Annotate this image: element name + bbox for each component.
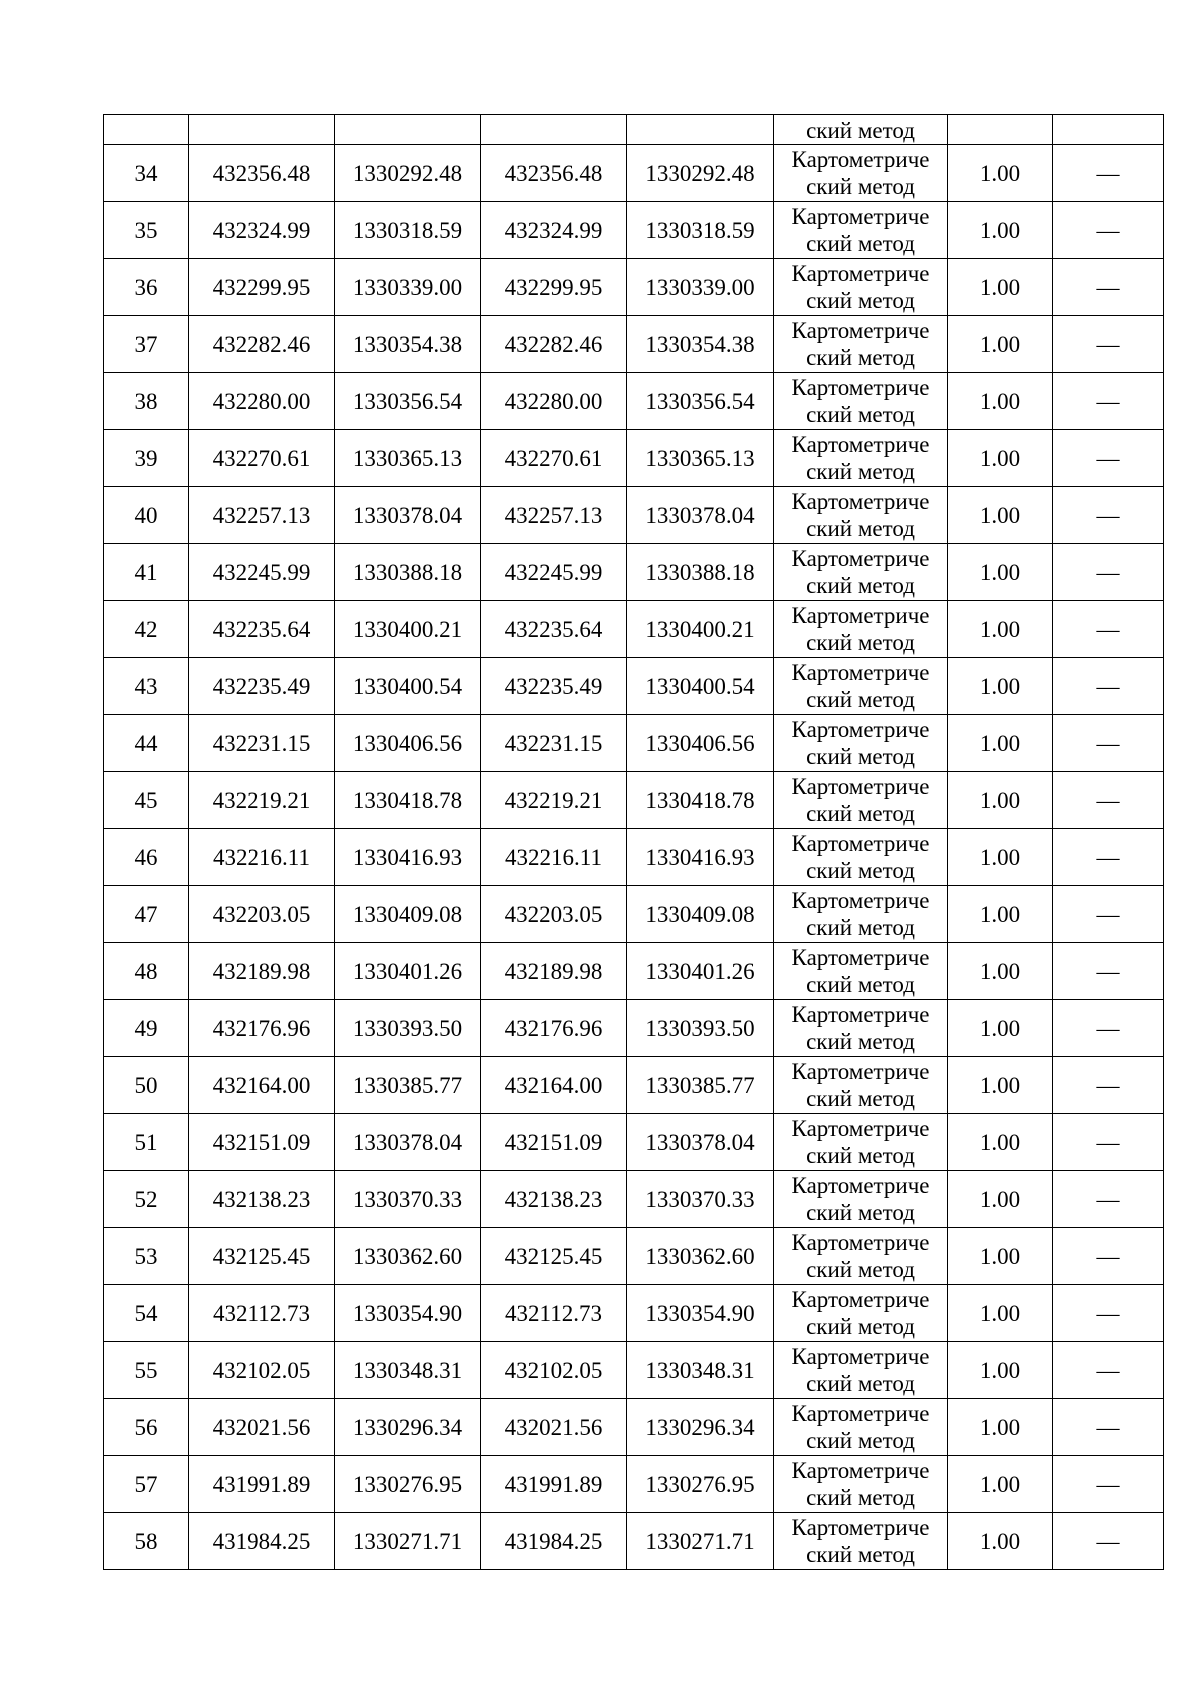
cell-y-new: 1330276.95	[627, 1456, 774, 1513]
cell-number: 52	[104, 1171, 189, 1228]
method-line-1: Картометриче	[791, 1515, 930, 1540]
cell-accuracy: 1.00	[948, 1114, 1053, 1171]
table-row	[104, 658, 1164, 715]
cell-x-new: 432270.61	[481, 430, 627, 487]
cell-y-new: 1330348.31	[627, 1342, 774, 1399]
cell-x-new: 432235.49	[481, 658, 627, 715]
cell-note: —	[1053, 1285, 1164, 1342]
cell-y-new: 1330406.56	[627, 715, 774, 772]
cell-note: —	[1053, 658, 1164, 715]
cell-method	[774, 715, 948, 772]
cell-method	[774, 943, 948, 1000]
cell-y-existing: 1330348.31	[335, 1342, 481, 1399]
cell-y-existing: 1330354.90	[335, 1285, 481, 1342]
cell-y-existing: 1330296.34	[335, 1399, 481, 1456]
cell-y-new: 1330318.59	[627, 202, 774, 259]
method-line-1: Картометриче	[791, 1287, 930, 1312]
cell-accuracy: 1.00	[948, 1171, 1053, 1228]
cell-x-new: 432203.05	[481, 886, 627, 943]
cell-number: 39	[104, 430, 189, 487]
cell-y-new: 1330388.18	[627, 544, 774, 601]
cell-x-new: 432189.98	[481, 943, 627, 1000]
cell-note: —	[1053, 430, 1164, 487]
cell-note: —	[1053, 1513, 1164, 1570]
table-row	[104, 487, 1164, 544]
cell-y-new: 1330378.04	[627, 1114, 774, 1171]
cell-x-existing: 432138.23	[189, 1171, 335, 1228]
method-line-1: Картометриче	[791, 888, 930, 913]
cell-x-existing	[189, 115, 335, 145]
cell-x-new: 432021.56	[481, 1399, 627, 1456]
cell-y-new: 1330393.50	[627, 1000, 774, 1057]
method-line-2: ский метод	[806, 1485, 915, 1510]
cell-x-new: 432102.05	[481, 1342, 627, 1399]
cell-number: 54	[104, 1285, 189, 1342]
method-line-2: ский метод	[806, 1143, 915, 1168]
cell-note: —	[1053, 1114, 1164, 1171]
table-row	[104, 829, 1164, 886]
cell-x-existing: 432235.49	[189, 658, 335, 715]
cell-method	[774, 1513, 948, 1570]
cell-note: —	[1053, 373, 1164, 430]
cell-y-new: 1330370.33	[627, 1171, 774, 1228]
cell-accuracy: 1.00	[948, 544, 1053, 601]
cell-accuracy: 1.00	[948, 316, 1053, 373]
table-row	[104, 430, 1164, 487]
cell-y-new: 1330296.34	[627, 1399, 774, 1456]
cell-number: 56	[104, 1399, 189, 1456]
cell-note: —	[1053, 1342, 1164, 1399]
method-line-2: ский метод	[806, 288, 915, 313]
method-line-1: Картометриче	[791, 945, 930, 970]
cell-x-new: 432282.46	[481, 316, 627, 373]
cell-x-existing: 432112.73	[189, 1285, 335, 1342]
cell-note: —	[1053, 1171, 1164, 1228]
cell-y-existing: 1330276.95	[335, 1456, 481, 1513]
cell-method	[774, 430, 948, 487]
cell-note: —	[1053, 886, 1164, 943]
table-body	[104, 115, 1164, 1570]
table-row	[104, 1513, 1164, 1570]
cell-y-existing: 1330393.50	[335, 1000, 481, 1057]
method-line-1: Картометриче	[791, 1344, 930, 1369]
table-row	[104, 1057, 1164, 1114]
method-line-1: Картометриче	[791, 1458, 930, 1483]
cell-number: 34	[104, 145, 189, 202]
method-line-2: ский метод	[806, 801, 915, 826]
cell-number: 44	[104, 715, 189, 772]
method-line-1: Картометриче	[791, 1059, 930, 1084]
cell-note: —	[1053, 1000, 1164, 1057]
cell-x-existing: 432235.64	[189, 601, 335, 658]
cell-method	[774, 1114, 948, 1171]
cell-note: —	[1053, 1456, 1164, 1513]
cell-x-new: 432235.64	[481, 601, 627, 658]
method-line-2: ский метод	[806, 345, 915, 370]
method-line-1: Картометриче	[791, 204, 930, 229]
cell-accuracy: 1.00	[948, 943, 1053, 1000]
method-line-1: Картометриче	[791, 261, 930, 286]
method-line-2: ский метод	[806, 915, 915, 940]
method-line-2: ский метод	[806, 1200, 915, 1225]
cell-y-new: 1330385.77	[627, 1057, 774, 1114]
cell-number	[104, 115, 189, 145]
cell-accuracy: 1.00	[948, 715, 1053, 772]
coordinates-table	[103, 114, 1164, 1570]
cell-x-new: 432245.99	[481, 544, 627, 601]
cell-x-new: 432138.23	[481, 1171, 627, 1228]
cell-y-existing: 1330401.26	[335, 943, 481, 1000]
cell-y-existing: 1330388.18	[335, 544, 481, 601]
continuation-row	[104, 115, 1164, 145]
method-line-2: ский метод	[806, 630, 915, 655]
cell-number: 47	[104, 886, 189, 943]
method-line-1: Картометриче	[791, 1116, 930, 1141]
cell-x-new: 432216.11	[481, 829, 627, 886]
cell-y-new: 1330354.90	[627, 1285, 774, 1342]
cell-x-existing: 432219.21	[189, 772, 335, 829]
cell-x-new: 431984.25	[481, 1513, 627, 1570]
cell-note: —	[1053, 1399, 1164, 1456]
cell-note: —	[1053, 1057, 1164, 1114]
cell-accuracy: 1.00	[948, 772, 1053, 829]
method-line-1: Картометриче	[791, 432, 930, 457]
cell-x-new: 432125.45	[481, 1228, 627, 1285]
table-row	[104, 1285, 1164, 1342]
table-row	[104, 145, 1164, 202]
cell-x-new: 432257.13	[481, 487, 627, 544]
cell-method	[774, 1342, 948, 1399]
method-line-2: ский метод	[806, 687, 915, 712]
cell-accuracy	[948, 115, 1053, 145]
cell-method	[774, 1171, 948, 1228]
table-row	[104, 1342, 1164, 1399]
table-row	[104, 886, 1164, 943]
cell-y-new: 1330292.48	[627, 145, 774, 202]
cell-y-existing: 1330416.93	[335, 829, 481, 886]
table-row	[104, 1000, 1164, 1057]
table-row	[104, 1171, 1164, 1228]
cell-x-existing: 432216.11	[189, 829, 335, 886]
table-row	[104, 316, 1164, 373]
table-row	[104, 1228, 1164, 1285]
cell-method	[774, 1000, 948, 1057]
cell-y-existing: 1330370.33	[335, 1171, 481, 1228]
cell-accuracy: 1.00	[948, 430, 1053, 487]
method-line-1: Картометриче	[791, 1002, 930, 1027]
cell-accuracy: 1.00	[948, 1000, 1053, 1057]
cell-x-existing: 432245.99	[189, 544, 335, 601]
table-row	[104, 373, 1164, 430]
cell-note: —	[1053, 829, 1164, 886]
cell-accuracy: 1.00	[948, 1513, 1053, 1570]
cell-y-existing: 1330378.04	[335, 1114, 481, 1171]
cell-accuracy: 1.00	[948, 145, 1053, 202]
cell-y-new	[627, 115, 774, 145]
method-line-1: Картометриче	[791, 375, 930, 400]
cell-note: —	[1053, 772, 1164, 829]
cell-number: 38	[104, 373, 189, 430]
cell-x-existing: 432021.56	[189, 1399, 335, 1456]
cell-number: 57	[104, 1456, 189, 1513]
cell-accuracy: 1.00	[948, 1228, 1053, 1285]
cell-y-existing: 1330378.04	[335, 487, 481, 544]
cell-x-new: 432299.95	[481, 259, 627, 316]
cell-y-existing: 1330400.54	[335, 658, 481, 715]
method-line-2: ский метод	[806, 1029, 915, 1054]
cell-note: —	[1053, 259, 1164, 316]
cell-x-existing: 431991.89	[189, 1456, 335, 1513]
cell-y-new: 1330365.13	[627, 430, 774, 487]
cell-method	[774, 202, 948, 259]
cell-x-existing: 432299.95	[189, 259, 335, 316]
cell-accuracy: 1.00	[948, 1285, 1053, 1342]
method-line-2: ский метод	[806, 744, 915, 769]
cell-x-new: 432219.21	[481, 772, 627, 829]
method-line-2: ский метод	[806, 1428, 915, 1453]
cell-accuracy: 1.00	[948, 1057, 1053, 1114]
cell-number: 36	[104, 259, 189, 316]
method-line-1: Картометриче	[791, 147, 930, 172]
method-line-2: ский метод	[806, 858, 915, 883]
cell-accuracy: 1.00	[948, 829, 1053, 886]
cell-note: —	[1053, 544, 1164, 601]
cell-x-existing: 432356.48	[189, 145, 335, 202]
cell-x-existing: 432282.46	[189, 316, 335, 373]
method-line-2: ский метод	[806, 516, 915, 541]
table-row	[104, 772, 1164, 829]
method-line-1: Картометриче	[791, 717, 930, 742]
cell-accuracy: 1.00	[948, 658, 1053, 715]
cell-x-existing: 432125.45	[189, 1228, 335, 1285]
cell-number: 37	[104, 316, 189, 373]
cell-number: 46	[104, 829, 189, 886]
cell-number: 49	[104, 1000, 189, 1057]
cell-y-existing: 1330362.60	[335, 1228, 481, 1285]
cell-number: 51	[104, 1114, 189, 1171]
table-row	[104, 943, 1164, 1000]
cell-x-new: 432324.99	[481, 202, 627, 259]
method-line-2: ский метод	[806, 573, 915, 598]
cell-method	[774, 1456, 948, 1513]
cell-y-new: 1330339.00	[627, 259, 774, 316]
method-line-1: Картометриче	[791, 546, 930, 571]
cell-method	[774, 373, 948, 430]
cell-x-existing: 432231.15	[189, 715, 335, 772]
table-row	[104, 202, 1164, 259]
cell-x-new: 432280.00	[481, 373, 627, 430]
cell-number: 50	[104, 1057, 189, 1114]
cell-x-new: 432151.09	[481, 1114, 627, 1171]
method-line-1: Картометриче	[791, 1401, 930, 1426]
cell-number: 40	[104, 487, 189, 544]
cell-note: —	[1053, 145, 1164, 202]
cell-accuracy: 1.00	[948, 1342, 1053, 1399]
method-line-1: Картометриче	[791, 318, 930, 343]
table-row	[104, 1399, 1164, 1456]
method-line-2: ский метод	[806, 1257, 915, 1282]
method-line-1: Картометриче	[791, 774, 930, 799]
cell-method	[774, 601, 948, 658]
table-row	[104, 259, 1164, 316]
cell-y-new: 1330416.93	[627, 829, 774, 886]
cell-number: 53	[104, 1228, 189, 1285]
cell-x-new: 431991.89	[481, 1456, 627, 1513]
cell-method	[774, 658, 948, 715]
cell-accuracy: 1.00	[948, 373, 1053, 430]
cell-accuracy: 1.00	[948, 601, 1053, 658]
table-row	[104, 544, 1164, 601]
cell-x-existing: 432270.61	[189, 430, 335, 487]
method-line-2: ский метод	[806, 231, 915, 256]
cell-method	[774, 316, 948, 373]
cell-accuracy: 1.00	[948, 1456, 1053, 1513]
cell-number: 35	[104, 202, 189, 259]
cell-number: 58	[104, 1513, 189, 1570]
cell-method	[774, 886, 948, 943]
cell-accuracy: 1.00	[948, 487, 1053, 544]
method-line-1: Картометриче	[791, 603, 930, 628]
cell-method	[774, 145, 948, 202]
cell-number: 42	[104, 601, 189, 658]
cell-note: —	[1053, 601, 1164, 658]
cell-y-new: 1330378.04	[627, 487, 774, 544]
cell-note: —	[1053, 316, 1164, 373]
cell-y-existing: 1330365.13	[335, 430, 481, 487]
cell-method	[774, 829, 948, 886]
cell-y-existing: 1330406.56	[335, 715, 481, 772]
cell-x-existing: 432102.05	[189, 1342, 335, 1399]
cell-y-new: 1330401.26	[627, 943, 774, 1000]
cell-number: 43	[104, 658, 189, 715]
cell-y-existing: 1330418.78	[335, 772, 481, 829]
cell-y-new: 1330362.60	[627, 1228, 774, 1285]
cell-number: 55	[104, 1342, 189, 1399]
cell-method	[774, 487, 948, 544]
cell-number: 48	[104, 943, 189, 1000]
cell-note: —	[1053, 943, 1164, 1000]
table-row	[104, 1114, 1164, 1171]
cell-method	[774, 1228, 948, 1285]
cell-x-new: 432176.96	[481, 1000, 627, 1057]
cell-x-new: 432356.48	[481, 145, 627, 202]
cell-method	[774, 544, 948, 601]
cell-method	[774, 1057, 948, 1114]
cell-x-existing: 432151.09	[189, 1114, 335, 1171]
cell-accuracy: 1.00	[948, 202, 1053, 259]
cell-method	[774, 1285, 948, 1342]
table-row	[104, 715, 1164, 772]
cell-accuracy: 1.00	[948, 1399, 1053, 1456]
method-line-2: ский метод	[806, 972, 915, 997]
cell-y-existing: 1330409.08	[335, 886, 481, 943]
cell-y-existing	[335, 115, 481, 145]
cell-note	[1053, 115, 1164, 145]
method-line-2: ский метод	[806, 1371, 915, 1396]
cell-y-new: 1330271.71	[627, 1513, 774, 1570]
cell-x-existing: 432257.13	[189, 487, 335, 544]
cell-method	[774, 772, 948, 829]
cell-x-existing: 432164.00	[189, 1057, 335, 1114]
cell-x-new: 432231.15	[481, 715, 627, 772]
cell-note: —	[1053, 487, 1164, 544]
cell-method: ский метод	[774, 115, 948, 145]
method-line-1: Картометриче	[791, 831, 930, 856]
cell-x-existing: 432189.98	[189, 943, 335, 1000]
cell-y-new: 1330409.08	[627, 886, 774, 943]
cell-x-new: 432164.00	[481, 1057, 627, 1114]
cell-y-new: 1330400.21	[627, 601, 774, 658]
method-line-1: Картометриче	[791, 1230, 930, 1255]
cell-note: —	[1053, 1228, 1164, 1285]
cell-x-existing: 432203.05	[189, 886, 335, 943]
cell-note: —	[1053, 202, 1164, 259]
method-line-2: ский метод	[806, 459, 915, 484]
cell-y-existing: 1330354.38	[335, 316, 481, 373]
cell-y-existing: 1330385.77	[335, 1057, 481, 1114]
method-line-1: Картометриче	[791, 660, 930, 685]
method-line-2: ский метод	[806, 402, 915, 427]
cell-note: —	[1053, 715, 1164, 772]
method-line-1: Картометриче	[791, 489, 930, 514]
method-line-2: ский метод	[806, 174, 915, 199]
cell-method	[774, 1399, 948, 1456]
method-line-2: ский метод	[806, 1314, 915, 1339]
cell-x-new: 432112.73	[481, 1285, 627, 1342]
cell-y-existing: 1330339.00	[335, 259, 481, 316]
cell-x-existing: 431984.25	[189, 1513, 335, 1570]
cell-y-existing: 1330400.21	[335, 601, 481, 658]
cell-x-existing: 432324.99	[189, 202, 335, 259]
cell-y-existing: 1330318.59	[335, 202, 481, 259]
cell-x-new	[481, 115, 627, 145]
cell-x-existing: 432280.00	[189, 373, 335, 430]
table-row	[104, 1456, 1164, 1513]
cell-number: 45	[104, 772, 189, 829]
cell-y-new: 1330418.78	[627, 772, 774, 829]
method-line-2: ский метод	[806, 1542, 915, 1567]
method-line-1: Картометриче	[791, 1173, 930, 1198]
cell-y-existing: 1330356.54	[335, 373, 481, 430]
method-line-2: ский метод	[806, 1086, 915, 1111]
cell-number: 41	[104, 544, 189, 601]
cell-y-new: 1330356.54	[627, 373, 774, 430]
cell-y-existing: 1330271.71	[335, 1513, 481, 1570]
cell-accuracy: 1.00	[948, 259, 1053, 316]
cell-accuracy: 1.00	[948, 886, 1053, 943]
cell-method	[774, 259, 948, 316]
cell-y-existing: 1330292.48	[335, 145, 481, 202]
cell-y-new: 1330354.38	[627, 316, 774, 373]
table-row	[104, 601, 1164, 658]
cell-y-new: 1330400.54	[627, 658, 774, 715]
cell-x-existing: 432176.96	[189, 1000, 335, 1057]
